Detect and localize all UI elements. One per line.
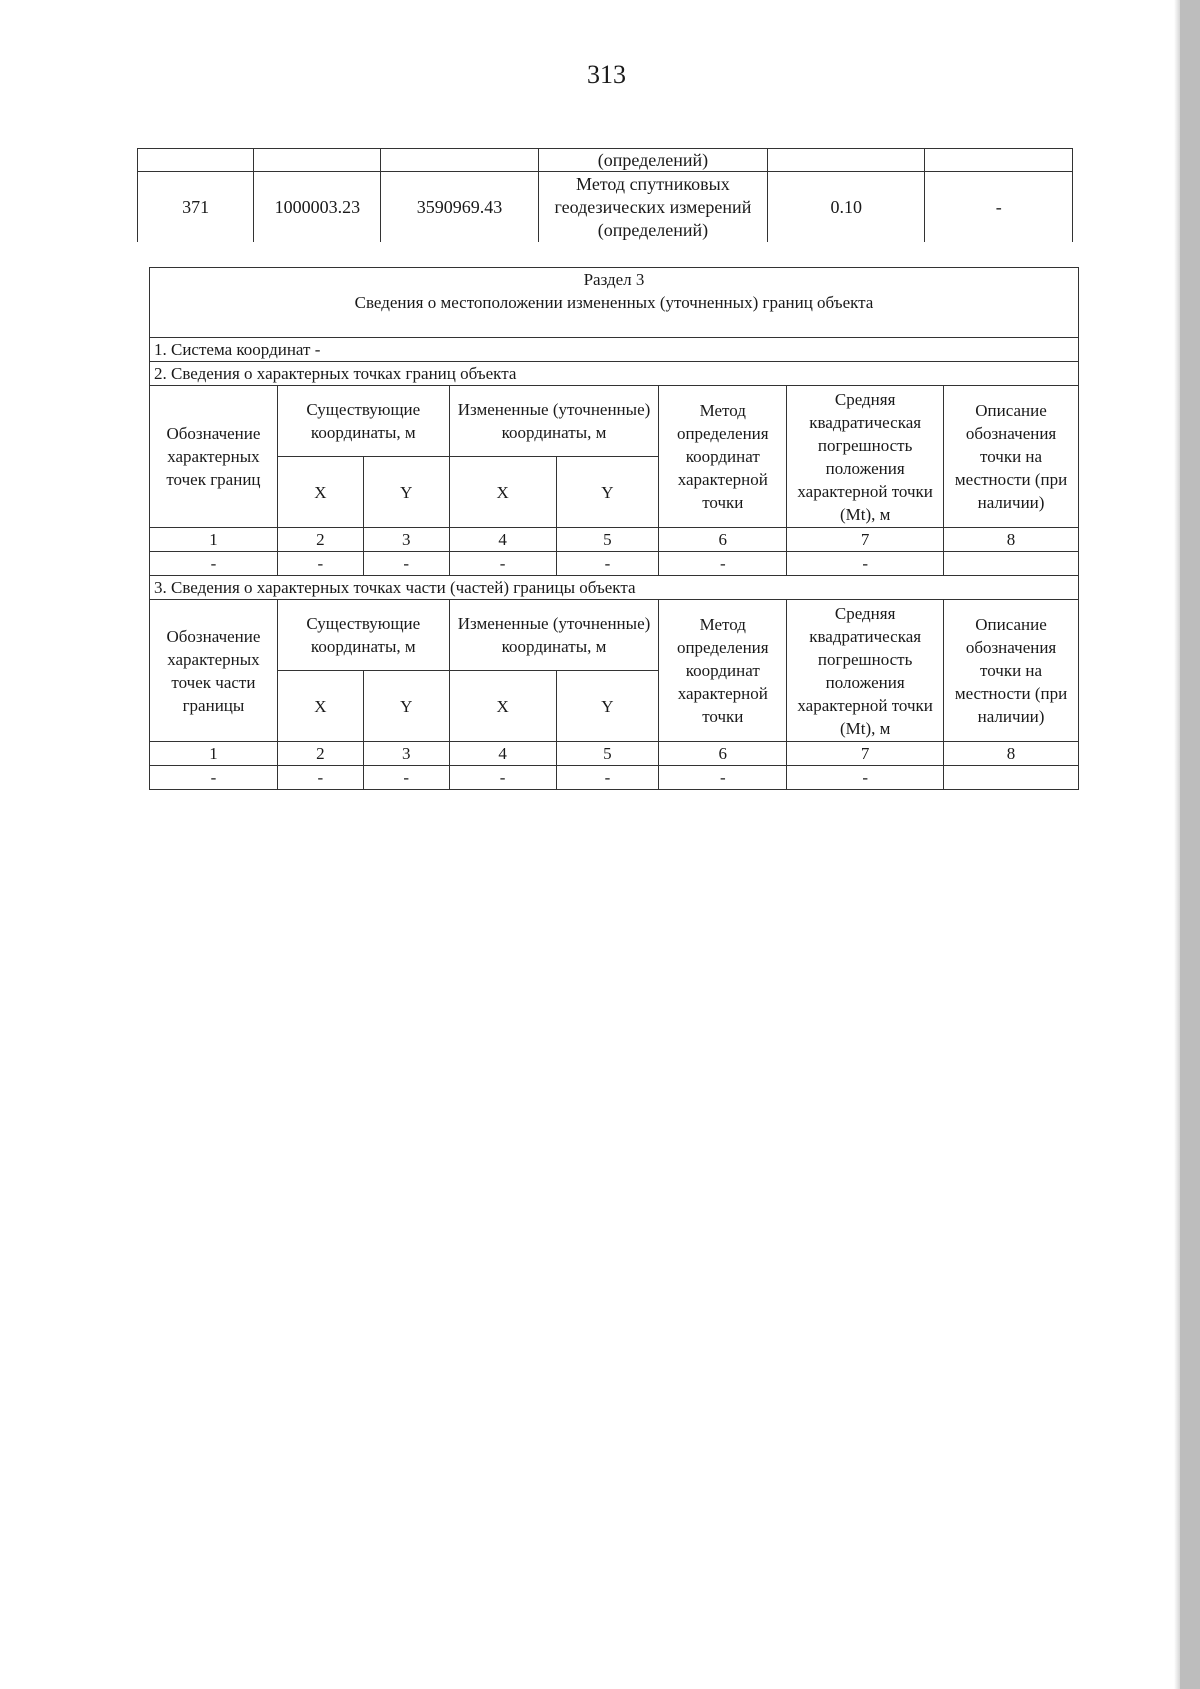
header-changed: Измененные (уточненные) координаты, м [449,600,659,671]
table-cell: - [659,552,787,576]
column-number: 3 [363,742,449,766]
table-cell [944,552,1079,576]
table-cell: - [556,552,659,576]
header-y: Y [363,671,449,742]
column-number: 4 [449,528,556,552]
column-number: 8 [944,528,1079,552]
column-number: 6 [659,528,787,552]
header-existing: Существующие координаты, м [277,386,449,457]
header-description: Описание обозначения точки на местности (при наличии) [944,600,1079,742]
column-number: 1 [150,528,278,552]
column-number: 5 [556,528,659,552]
column-number: 4 [449,742,556,766]
header-mt: Средняя квадратическая погрешность положения характерной точки (Mt), м [787,600,944,742]
cell [925,149,1073,172]
cell [768,149,925,172]
table-cell: - [363,766,449,790]
continuation-table [137,148,1073,242]
column-number: 8 [944,742,1079,766]
table-cell: - [150,552,278,576]
coord-system: 1. Система координат - [150,338,1079,362]
table-cell: - [363,552,449,576]
column-number: 7 [787,528,944,552]
table-cell: - [449,552,556,576]
table-cell: - [277,552,363,576]
continuation-top-row [138,149,1073,172]
page-number: 313 [587,60,626,89]
scan-edge-shadow [1180,0,1200,1689]
header-x: X [449,671,556,742]
section3-table [149,267,1079,790]
part3-title: 3. Сведения о характерных точках части (частей) границы объекта [150,576,1079,600]
column-number: 7 [787,742,944,766]
cell: (определений) [538,149,767,172]
column-numbers-row [150,528,1079,552]
header-x: X [277,457,363,528]
cell [254,149,381,172]
header-y: Y [556,457,659,528]
table-cell: - [787,552,944,576]
column-number: 2 [277,742,363,766]
column-numbers-row [150,742,1079,766]
table-cell: - [449,766,556,790]
header-changed: Измененные (уточненные) координаты, м [449,386,659,457]
table-cell: - [150,766,278,790]
section-title: Раздел 3 [150,268,1079,292]
mt-value: 0.10 [768,172,925,243]
column-number: 5 [556,742,659,766]
table-cell [944,766,1079,790]
header-x: X [449,457,556,528]
column-number: 3 [363,528,449,552]
header-method: Метод определения координат характерной точки [659,386,787,528]
header-method: Метод определения координат характерной точки [659,600,787,742]
cell [381,149,538,172]
coord-y: 3590969.43 [381,172,538,243]
table-cell: - [787,766,944,790]
table-row [138,172,1073,243]
column-number: 1 [150,742,278,766]
column-number: 2 [277,528,363,552]
header-mt: Средняя квадратическая погрешность положения характерной точки (Mt), м [787,386,944,528]
cell [138,149,254,172]
method: Метод спутниковых геодезических измерений (определений) [538,172,767,243]
header-existing: Существующие координаты, м [277,600,449,671]
coord-x: 1000003.23 [254,172,381,243]
header-y: Y [363,457,449,528]
header-designation: Обозначение характерных точек границ [150,386,278,528]
section-subtitle: Сведения о местоположении измененных (уточненных) границ объекта [150,291,1079,338]
part2-title: 2. Сведения о характерных точках границ объекта [150,362,1079,386]
table-row [150,766,1079,790]
table-cell: - [556,766,659,790]
header-y: Y [556,671,659,742]
description: - [925,172,1073,243]
header-designation: Обозначение характерных точек части границы [150,600,278,742]
header-x: X [277,671,363,742]
header-description: Описание обозначения точки на местности (при наличии) [944,386,1079,528]
point-number: 371 [138,172,254,243]
table-cell: - [277,766,363,790]
table-cell: - [659,766,787,790]
column-number: 6 [659,742,787,766]
table-row [150,552,1079,576]
